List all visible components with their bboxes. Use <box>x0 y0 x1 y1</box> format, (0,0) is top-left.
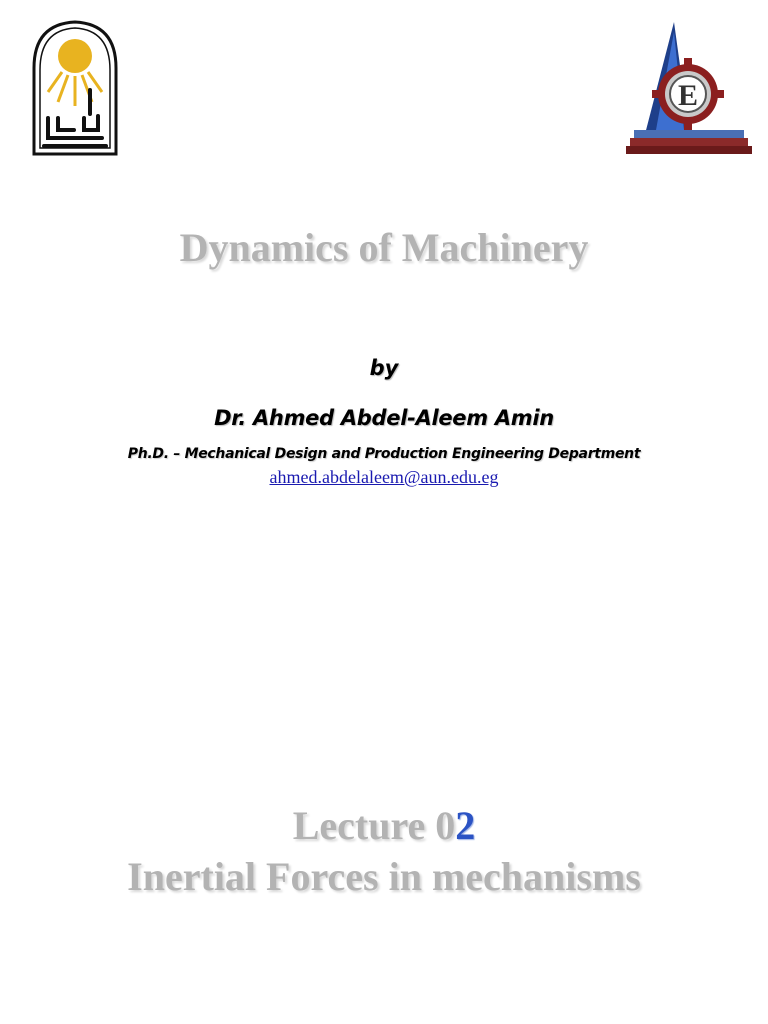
lecture-prefix: Lecture 0 <box>292 803 456 848</box>
svg-text:E: E <box>677 79 699 112</box>
author-department: Ph.D. – Mechanical Design and Production Engineering Department <box>127 446 641 462</box>
email-line <box>0 467 768 488</box>
document-title: Dynamics of Machinery <box>179 225 589 270</box>
university-logo <box>28 18 122 158</box>
email-link[interactable]: ahmed.abdelaleem@aun.edu.eg <box>269 467 499 487</box>
author-name: Dr. Ahmed Abdel-Aleem Amin <box>214 406 554 430</box>
lecture-number: 2 <box>455 803 476 848</box>
lecture-heading <box>0 802 768 849</box>
faculty-logo <box>626 18 752 158</box>
lecture-topic: Inertial Forces in mechanisms <box>127 854 641 899</box>
by-label: by <box>369 356 399 380</box>
